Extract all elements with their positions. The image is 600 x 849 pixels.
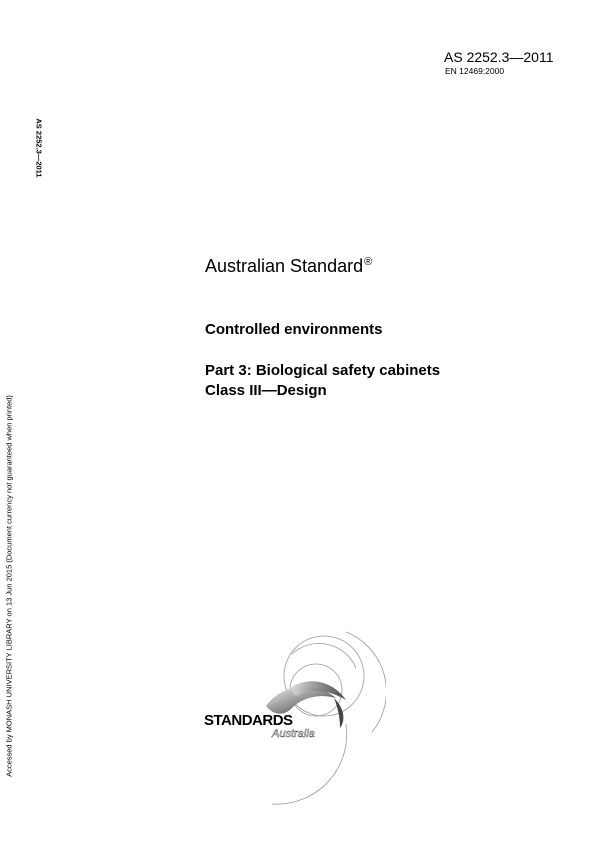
logo-word: STANDARDS bbox=[204, 712, 293, 729]
document-title: Controlled environments bbox=[205, 321, 383, 338]
standard-number: AS 2252.3—2011 bbox=[444, 49, 554, 65]
brand-title bbox=[205, 256, 372, 277]
brand-title-text: Australian Standard bbox=[205, 256, 364, 276]
access-note: Accessed by MONASH UNIVERSITY LIBRARY on 13 Jun 2015 (Document currency not guaranteed when printed) bbox=[4, 395, 14, 777]
en-number: EN 12469:2000 bbox=[445, 66, 505, 76]
registered-mark: ® bbox=[364, 256, 373, 268]
part-title-line-2: Class III—Design bbox=[205, 382, 327, 399]
standards-australia-logo bbox=[196, 628, 386, 808]
spine-label: AS 2252.3—2011 bbox=[34, 118, 44, 178]
logo-sub: Australia bbox=[272, 728, 315, 740]
part-title-line-1: Part 3: Biological safety cabinets bbox=[205, 362, 441, 379]
part-title bbox=[205, 361, 440, 401]
